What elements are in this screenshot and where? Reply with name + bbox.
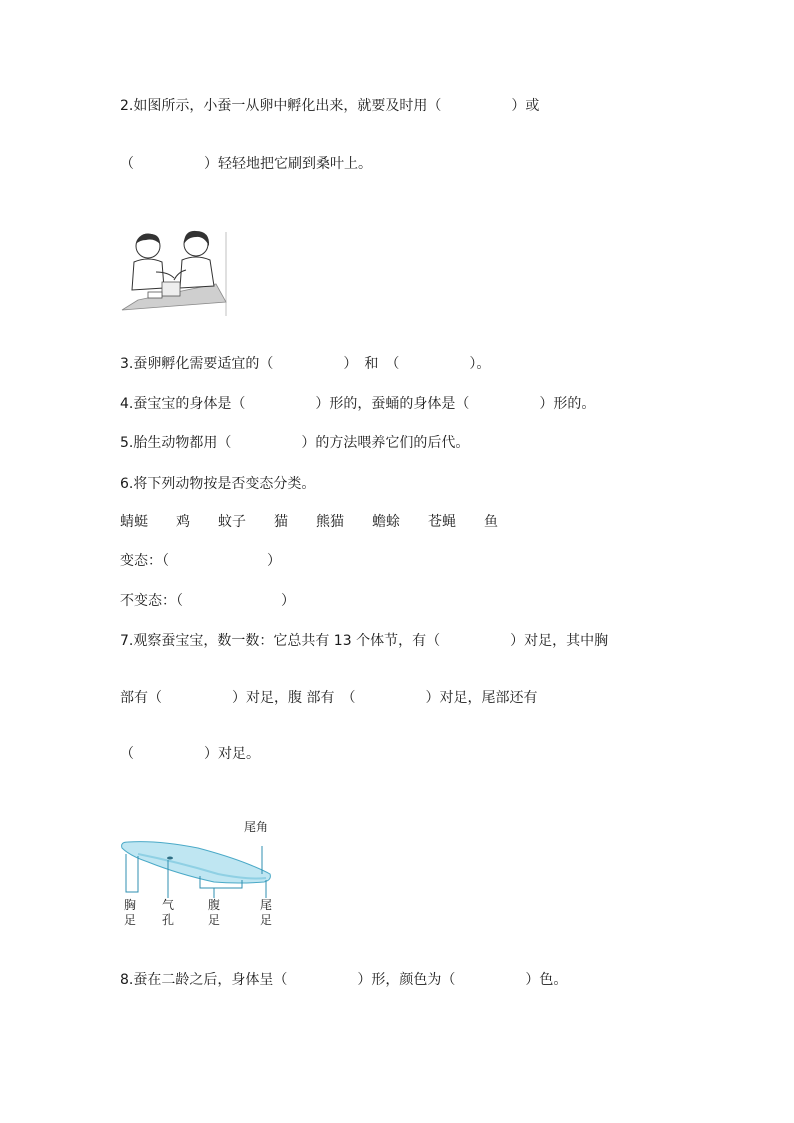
question-6-animals: 蜻蜓 鸡 蚊子 猫 熊猫 蟾蜍 苍蝇 鱼 <box>120 514 498 530</box>
question-6-title: 6.将下列动物按是否变态分类。 <box>120 476 316 492</box>
label-tail-legs: 尾足 <box>259 898 272 927</box>
question-4: 4.蚕宝宝的身体是（ ）形的，蚕蛹的身体是（ ）形的。 <box>120 396 596 412</box>
children-figure <box>118 228 230 318</box>
question-6-metamorphic: 变态：（ ） <box>120 553 281 569</box>
silkworm-figure <box>118 818 288 930</box>
label-spiracle: 气孔 <box>161 898 174 927</box>
question-2-line-2: （ ）轻轻地把它刷到桑叶上。 <box>120 156 372 172</box>
question-3: 3.蚕卵孵化需要适宜的（ ） 和 （ ）。 <box>120 356 491 372</box>
question-7-line-1: 7.观察蚕宝宝，数一数：它总共有 13 个体节，有（ ）对足，其中胸 <box>120 633 609 649</box>
label-thoracic-legs: 胸足 <box>123 898 136 927</box>
question-7-line-3: （ ）对足。 <box>120 746 260 762</box>
label-tail-horn: 尾角 <box>244 820 269 834</box>
question-7-line-2: 部有（ ）对足，腹 部有 （ ）对足，尾部还有 <box>120 690 538 706</box>
question-6-non-metamorphic: 不变态：（ ） <box>120 593 295 609</box>
question-8: 8.蚕在二龄之后，身体呈（ ）形，颜色为（ ）色。 <box>120 972 568 988</box>
question-2-line-1: 2.如图所示，小蚕一从卵中孵化出来，就要及时用（ ）或 <box>120 98 540 114</box>
question-5: 5.胎生动物都用（ ）的方法喂养它们的后代。 <box>120 435 470 451</box>
label-abdominal-legs: 腹足 <box>207 898 220 927</box>
